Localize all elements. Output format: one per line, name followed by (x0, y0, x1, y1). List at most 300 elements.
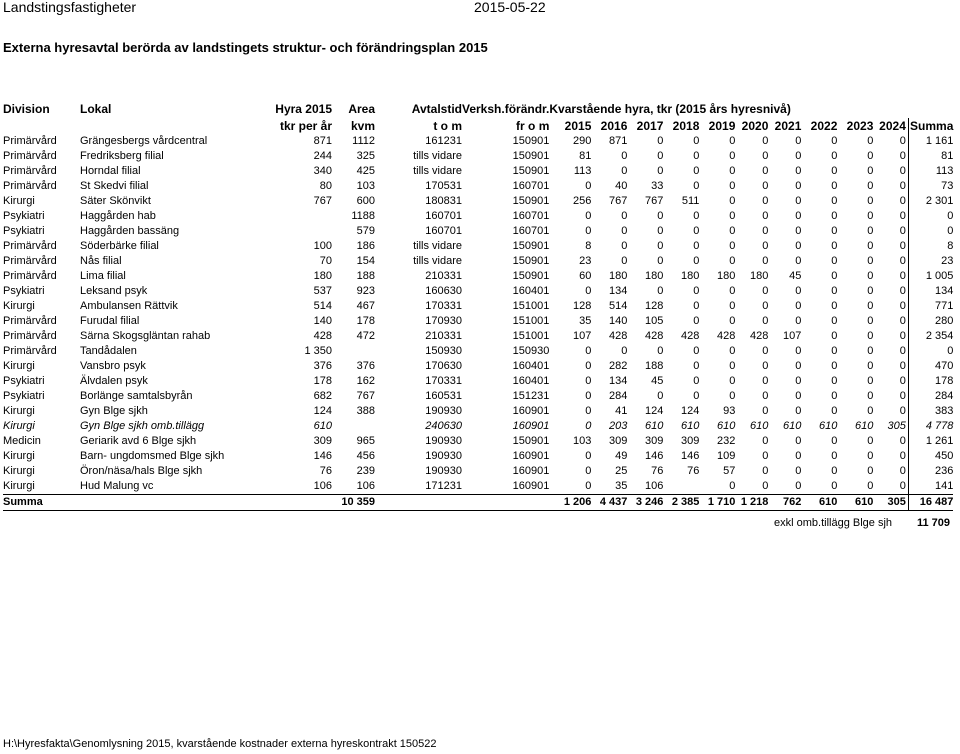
cell-hyra: 106 (313, 480, 332, 492)
cell-year: 305 (887, 420, 906, 432)
cell-year: 428 (717, 330, 736, 342)
cell-year: 0 (831, 315, 838, 327)
cell-year: 0 (867, 390, 874, 402)
cell-year: 0 (762, 480, 769, 492)
cell-division: Psykiatri (3, 390, 45, 402)
cell-year: 106 (645, 480, 664, 492)
table-row (3, 254, 953, 269)
cell-year: 76 (651, 465, 664, 477)
cell-lokal: Borlänge samtalsbyrån (80, 390, 193, 402)
cell-year: 0 (795, 405, 802, 417)
cell-year: 428 (681, 330, 700, 342)
cell-lokal: Öron/näsa/hals Blge sjkh (80, 465, 203, 477)
cell-hyra (260, 209, 332, 224)
cell-avtalstid: tills vidare (413, 255, 462, 267)
cell-year: 0 (831, 255, 838, 267)
cell-year: 0 (585, 465, 592, 477)
cell-year: 284 (609, 390, 628, 402)
cell-hyra: 428 (313, 330, 332, 342)
cell-area: 923 (356, 285, 375, 297)
cell-year: 0 (831, 300, 838, 312)
cell-verksh: 150901 (512, 270, 550, 282)
cell-year: 0 (795, 240, 802, 252)
cell-area (332, 419, 375, 434)
cell-year: 134 (609, 285, 628, 297)
table-row (3, 434, 953, 449)
table-row (3, 284, 953, 299)
cell-year: 0 (831, 165, 838, 177)
table-row (3, 239, 953, 254)
cell-year: 0 (729, 300, 736, 312)
cell-year: 0 (867, 345, 874, 357)
cell-year: 0 (762, 165, 769, 177)
cell-lokal: Gyn Blge sjkh (80, 405, 148, 417)
summa-row (3, 495, 953, 511)
cell-year: 0 (693, 165, 700, 177)
cell-summa: 0 (908, 209, 953, 224)
cell-summa: 134 (908, 284, 953, 299)
cell-hyra (260, 224, 332, 239)
cell-year: 0 (899, 150, 906, 162)
col-year: 2024 (879, 119, 906, 133)
cell-verksh: 151001 (512, 300, 550, 312)
summa-year: 1 710 (699, 495, 735, 511)
col-year: 2020 (741, 119, 769, 133)
cell-year: 0 (729, 375, 736, 387)
cell-area: 1188 (351, 210, 375, 222)
cell-summa: 1 161 (908, 134, 953, 149)
cell-verksh: 150901 (512, 150, 550, 162)
cell-year: 0 (867, 225, 874, 237)
cell-hyra: 100 (313, 240, 332, 252)
cell-division: Psykiatri (3, 225, 45, 237)
cell-verksh: 150930 (512, 345, 550, 357)
cell-year: 0 (621, 225, 628, 237)
cell-year: 871 (609, 135, 628, 147)
cell-division: Primärvård (3, 270, 57, 282)
cell-summa: 0 (908, 224, 953, 239)
cell-hyra: 1 350 (304, 345, 332, 357)
cell-area (332, 344, 375, 359)
cell-year: 0 (693, 255, 700, 267)
cell-lokal: Haggården hab (80, 210, 156, 222)
cell-year: 0 (585, 285, 592, 297)
cell-verksh: 150901 (512, 435, 550, 447)
col-area: Area (348, 102, 375, 116)
cell-hyra: 244 (313, 150, 332, 162)
cell-year: 514 (609, 300, 628, 312)
cell-division: Kirurgi (3, 195, 35, 207)
cell-year: 0 (867, 195, 874, 207)
cell-lokal: Grängesbergs vårdcentral (80, 135, 208, 147)
cell-year: 180 (750, 270, 769, 282)
cell-division: Primärvård (3, 180, 57, 192)
cell-year: 610 (645, 420, 664, 432)
cell-year: 0 (693, 240, 700, 252)
report-title: Externa hyresavtal berörda av landstingets struktur- och förändringsplan 2015 (3, 40, 488, 55)
table-row (3, 479, 953, 495)
cell-year: 0 (899, 255, 906, 267)
cell-year: 0 (831, 195, 838, 207)
cell-year: 0 (899, 330, 906, 342)
cell-year: 0 (795, 390, 802, 402)
cell-year: 180 (681, 270, 700, 282)
cell-hyra: 140 (313, 315, 332, 327)
cell-year: 0 (867, 165, 874, 177)
cell-verksh: 160901 (512, 420, 550, 432)
cell-year: 0 (899, 285, 906, 297)
table-row (3, 179, 953, 194)
cell-year: 0 (899, 315, 906, 327)
cell-lokal: Leksand psyk (80, 285, 148, 297)
cell-summa: 113 (908, 164, 953, 179)
cell-year: 45 (789, 270, 802, 282)
cell-avtalstid: 190930 (425, 405, 462, 417)
cell-year: 309 (609, 435, 628, 447)
cell-year (663, 479, 699, 495)
cell-verksh: 160401 (512, 360, 550, 372)
col-kvarstaende: Kvarstående hyra, tkr (2015 års hyresnivå) (549, 102, 791, 116)
cell-area: 239 (356, 465, 375, 477)
cell-year: 0 (729, 150, 736, 162)
cell-avtalstid: 150930 (425, 345, 462, 357)
cell-year: 0 (795, 480, 802, 492)
cell-year: 0 (621, 345, 628, 357)
col-year: 2023 (846, 119, 874, 133)
cell-year: 0 (899, 480, 906, 492)
cell-avtalstid: tills vidare (413, 240, 462, 252)
cell-year: 0 (621, 240, 628, 252)
cell-summa: 2 354 (908, 329, 953, 344)
cell-area: 467 (356, 300, 375, 312)
cell-year: 109 (717, 450, 736, 462)
page-date: 2015-05-22 (474, 0, 546, 15)
cell-summa: 450 (908, 449, 953, 464)
cell-year: 0 (899, 195, 906, 207)
cell-year: 0 (899, 360, 906, 372)
cell-hyra: 871 (313, 135, 332, 147)
file-path-footer: H:\Hyresfakta\Genomlysning 2015, kvarstående kostnader externa hyreskontrakt 150522 (3, 738, 437, 750)
cell-year: 0 (867, 150, 874, 162)
cell-year: 0 (795, 450, 802, 462)
cell-year: 134 (609, 375, 628, 387)
table-row (3, 164, 953, 179)
cell-year: 0 (867, 465, 874, 477)
cell-year: 124 (681, 405, 700, 417)
cell-year: 0 (899, 135, 906, 147)
table-row (3, 194, 953, 209)
cell-year: 0 (585, 480, 592, 492)
cell-year: 180 (717, 270, 736, 282)
cell-lokal: Särna Skogsgläntan rahab (80, 330, 211, 342)
cell-area: 767 (356, 390, 375, 402)
page-title: Landstingsfastigheter (3, 0, 137, 15)
cell-year: 0 (657, 135, 664, 147)
cell-division: Kirurgi (3, 465, 35, 477)
cell-division: Primärvård (3, 330, 57, 342)
cell-summa: 23 (908, 254, 953, 269)
cell-verksh: 150901 (512, 240, 550, 252)
cell-year: 610 (855, 420, 874, 432)
table-row (3, 299, 953, 314)
cell-division: Psykiatri (3, 285, 45, 297)
cell-hyra: 178 (313, 375, 332, 387)
cell-year: 0 (867, 240, 874, 252)
cell-area: 600 (356, 195, 375, 207)
cell-verksh: 150901 (512, 195, 550, 207)
cell-year: 428 (609, 330, 628, 342)
cell-hyra: 537 (313, 285, 332, 297)
cell-year: 0 (762, 300, 769, 312)
cell-division: Psykiatri (3, 210, 45, 222)
cell-year: 0 (693, 225, 700, 237)
cell-year: 81 (579, 150, 592, 162)
cell-year: 124 (645, 405, 664, 417)
cell-year: 0 (899, 240, 906, 252)
cell-year: 0 (729, 180, 736, 192)
cell-year: 23 (579, 255, 592, 267)
cell-year: 0 (657, 150, 664, 162)
cell-year: 128 (645, 300, 664, 312)
cell-avtalstid: 240630 (425, 420, 462, 432)
cell-area: 106 (356, 480, 375, 492)
exkl-value: 11 709 (917, 517, 951, 529)
cell-year: 0 (762, 375, 769, 387)
cell-summa: 0 (908, 344, 953, 359)
cell-verksh: 151231 (512, 390, 550, 402)
cell-avtalstid: 170630 (425, 360, 462, 372)
cell-verksh: 160401 (512, 285, 550, 297)
table-row (3, 389, 953, 404)
cell-year: 0 (693, 210, 700, 222)
summa-year: 762 (768, 495, 801, 511)
cell-year: 0 (795, 150, 802, 162)
table-row (3, 344, 953, 359)
cell-year: 0 (762, 225, 769, 237)
cell-year: 0 (899, 180, 906, 192)
cell-year: 0 (762, 240, 769, 252)
cell-year: 0 (867, 375, 874, 387)
cell-year: 0 (831, 360, 838, 372)
cell-year: 0 (899, 405, 906, 417)
cell-summa: 470 (908, 359, 953, 374)
cell-avtalstid: tills vidare (413, 165, 462, 177)
cell-avtalstid: 170930 (425, 315, 462, 327)
cell-hyra: 80 (319, 180, 332, 192)
cell-year: 0 (657, 345, 664, 357)
cell-division: Primärvård (3, 345, 57, 357)
cell-year: 767 (609, 195, 628, 207)
summa-empty (375, 495, 462, 511)
summa-year: 4 437 (591, 495, 627, 511)
cell-verksh: 160901 (512, 480, 550, 492)
cell-year: 0 (729, 165, 736, 177)
cell-avtalstid: 190930 (425, 435, 462, 447)
cell-year: 610 (717, 420, 736, 432)
cell-year: 0 (899, 390, 906, 402)
summa-label: Summa (3, 495, 80, 511)
cell-division: Primärvård (3, 150, 57, 162)
cell-year: 0 (831, 330, 838, 342)
cell-year: 0 (899, 300, 906, 312)
table-row (3, 374, 953, 389)
cell-year: 0 (693, 300, 700, 312)
cell-year: 0 (831, 180, 838, 192)
cell-hyra: 124 (313, 405, 332, 417)
cell-year: 0 (762, 315, 769, 327)
cell-lokal: Nås filial (80, 255, 122, 267)
cell-year: 0 (762, 360, 769, 372)
col-year: 2016 (600, 119, 628, 133)
cell-year: 0 (795, 360, 802, 372)
cell-year: 0 (621, 255, 628, 267)
cell-summa: 81 (908, 149, 953, 164)
cell-division: Kirurgi (3, 420, 35, 432)
col-verksh-unit: fr o m (516, 119, 550, 133)
cell-area: 388 (356, 405, 375, 417)
cell-year: 0 (899, 165, 906, 177)
cell-year: 0 (831, 345, 838, 357)
cell-summa: 236 (908, 464, 953, 479)
table-row (3, 209, 953, 224)
cell-lokal: Säter Skönvikt (80, 195, 151, 207)
cell-division: Kirurgi (3, 360, 35, 372)
summa-total: 16 487 (908, 495, 953, 511)
cell-lokal: Geriarik avd 6 Blge sjkh (80, 435, 197, 447)
table-row (3, 314, 953, 329)
cell-year: 0 (795, 180, 802, 192)
cell-avtalstid: tills vidare (413, 150, 462, 162)
cell-year: 0 (831, 465, 838, 477)
cell-year: 146 (681, 450, 700, 462)
cell-year: 511 (681, 195, 700, 207)
cell-year: 0 (795, 255, 802, 267)
cell-division: Kirurgi (3, 405, 35, 417)
cell-avtalstid: 170331 (425, 300, 462, 312)
cell-area: 579 (356, 225, 375, 237)
cell-year: 0 (795, 300, 802, 312)
cell-hyra: 146 (313, 450, 332, 462)
cell-avtalstid: 190930 (425, 450, 462, 462)
cell-year: 0 (762, 255, 769, 267)
cell-year: 0 (762, 390, 769, 402)
cell-year: 610 (750, 420, 769, 432)
cell-avtalstid: 160630 (425, 285, 462, 297)
cell-summa: 178 (908, 374, 953, 389)
table-row (3, 449, 953, 464)
cell-year: 0 (867, 480, 874, 492)
cell-year: 0 (762, 435, 769, 447)
col-summa: Summa (910, 119, 954, 133)
col-year: 2022 (810, 119, 838, 133)
cell-lokal: Söderbärke filial (80, 240, 159, 252)
cell-year: 0 (762, 405, 769, 417)
cell-year: 0 (899, 345, 906, 357)
cell-year: 0 (899, 375, 906, 387)
cell-verksh: 160401 (512, 375, 550, 387)
cell-summa: 280 (908, 314, 953, 329)
cell-year: 0 (693, 180, 700, 192)
summa-year: 305 (873, 495, 908, 511)
cell-verksh: 150901 (512, 255, 550, 267)
cell-year: 0 (795, 195, 802, 207)
cell-year: 0 (729, 360, 736, 372)
cell-year: 180 (645, 270, 664, 282)
cell-division: Medicin (3, 435, 41, 447)
cell-year: 0 (831, 390, 838, 402)
cell-year: 0 (867, 330, 874, 342)
cell-year: 0 (867, 435, 874, 447)
cell-year: 0 (899, 435, 906, 447)
cell-hyra: 76 (319, 465, 332, 477)
cell-year: 45 (651, 375, 664, 387)
cell-avtalstid: 180831 (425, 195, 462, 207)
cell-summa: 1 261 (908, 434, 953, 449)
cell-avtalstid: 170531 (425, 180, 462, 192)
cell-year: 0 (693, 285, 700, 297)
cell-division: Kirurgi (3, 480, 35, 492)
cell-lokal: Tandådalen (80, 345, 137, 357)
summa-empty (80, 495, 260, 511)
cell-lokal: Horndal filial (80, 165, 141, 177)
cell-year: 25 (615, 465, 628, 477)
cell-year: 0 (831, 135, 838, 147)
cell-avtalstid: 160701 (425, 225, 462, 237)
table-row (3, 149, 953, 164)
cell-year: 0 (657, 255, 664, 267)
cell-year: 610 (819, 420, 838, 432)
cell-year: 0 (795, 225, 802, 237)
cell-year: 0 (729, 210, 736, 222)
summa-year: 1 218 (735, 495, 768, 511)
cell-division: Kirurgi (3, 450, 35, 462)
cell-year: 93 (723, 405, 736, 417)
cell-summa: 4 778 (908, 419, 953, 434)
col-area-unit: kvm (350, 119, 375, 133)
cell-lokal: Ambulansen Rättvik (80, 300, 178, 312)
cell-avtalstid: 190930 (425, 465, 462, 477)
cell-year: 0 (729, 195, 736, 207)
col-verksh: Verksh.förändr. (462, 102, 550, 116)
cell-lokal: Fredriksberg filial (80, 150, 164, 162)
cell-hyra: 340 (313, 165, 332, 177)
cell-verksh: 160701 (512, 180, 550, 192)
cell-lokal: St Skedvi filial (80, 180, 149, 192)
cell-area: 162 (356, 375, 375, 387)
cell-year: 0 (831, 240, 838, 252)
cell-year: 0 (585, 345, 592, 357)
table-row (3, 269, 953, 284)
cell-year: 0 (795, 465, 802, 477)
lease-table (3, 101, 953, 511)
cell-year: 428 (750, 330, 769, 342)
cell-summa: 284 (908, 389, 953, 404)
cell-area: 425 (356, 165, 375, 177)
cell-division: Primärvård (3, 240, 57, 252)
cell-avtalstid: 170331 (425, 375, 462, 387)
cell-verksh: 160901 (512, 405, 550, 417)
cell-year: 0 (693, 360, 700, 372)
cell-verksh: 160901 (512, 465, 550, 477)
cell-year: 0 (585, 225, 592, 237)
cell-year: 180 (609, 270, 628, 282)
cell-year: 0 (729, 255, 736, 267)
col-year: 2021 (774, 119, 802, 133)
cell-area: 186 (356, 240, 375, 252)
cell-summa: 1 005 (908, 269, 953, 284)
cell-year: 0 (762, 450, 769, 462)
cell-area: 472 (356, 330, 375, 342)
